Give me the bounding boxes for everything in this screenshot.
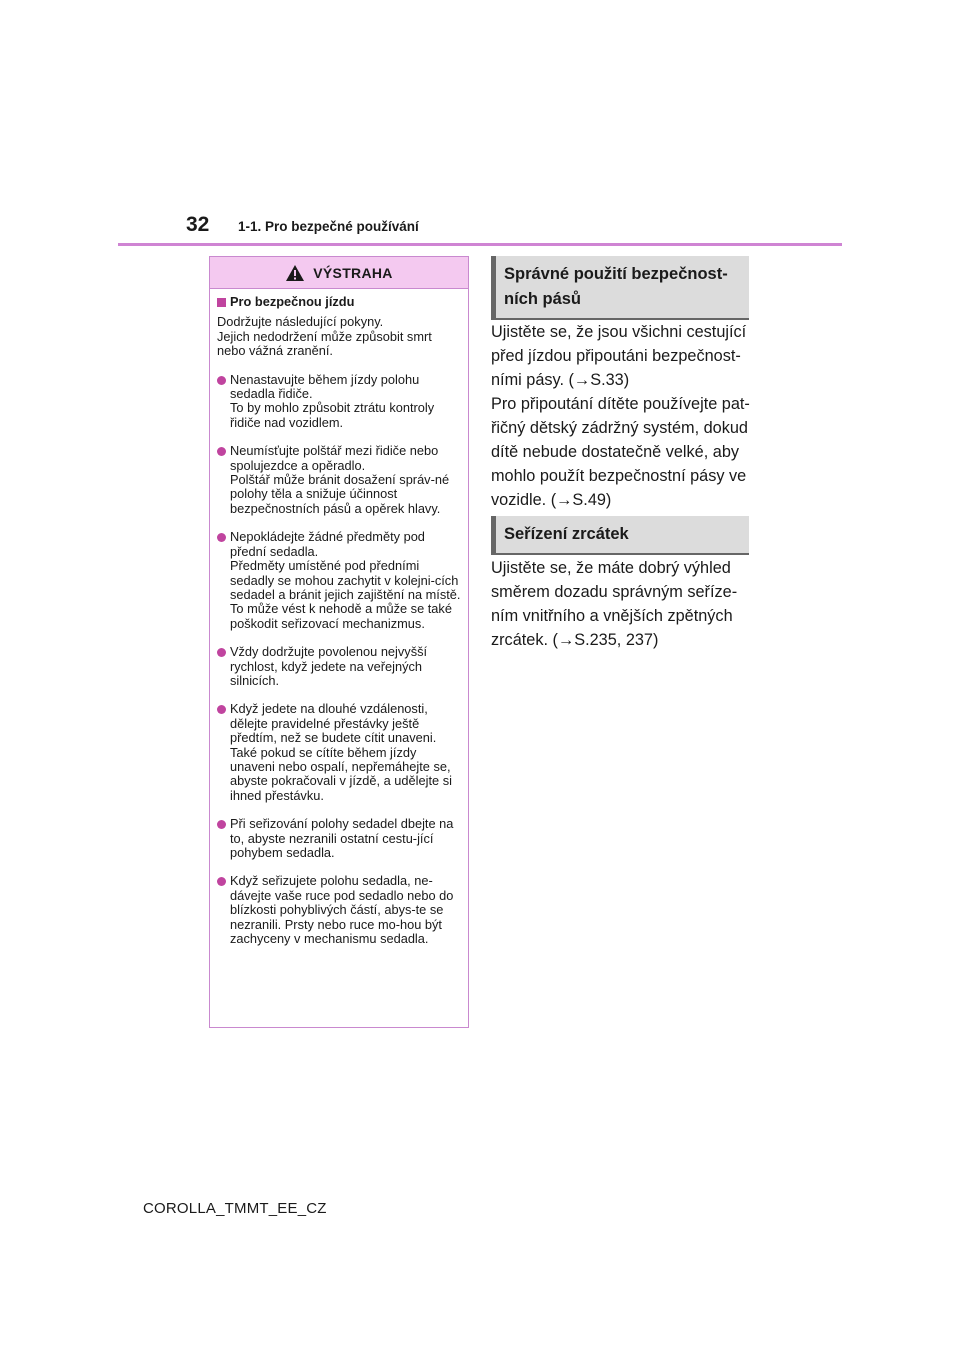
seatbelt-section-heading: Správné použití bezpečnost- ních pásů bbox=[491, 256, 749, 320]
document-code: COROLLA_TMMT_EE_CZ bbox=[143, 1200, 327, 1217]
bullet-dot-icon bbox=[217, 533, 226, 542]
warning-item bbox=[217, 444, 462, 516]
warning-item-text: Když seřizujete polohu sedadla, ne-dávejte vaše ruce pod sedadlo nebo do blízkosti pohyblivých částí, abys-te se nezranili. Prsty nebo ruce mo-hou být zachyceny v mechanismu sedadla. bbox=[230, 873, 454, 947]
page-number: 32 bbox=[186, 213, 210, 236]
bullet-dot-icon bbox=[217, 648, 226, 657]
header-divider bbox=[118, 243, 842, 246]
bullet-dot-icon bbox=[217, 376, 226, 385]
square-bullet-icon bbox=[217, 298, 226, 307]
bullet-dot-icon bbox=[217, 447, 226, 456]
bullet-dot-icon bbox=[217, 877, 226, 886]
warning-item-text: Nepokládejte žádné předměty pod přední sedadla. Předměty umístěné pod předními sedadly se mohou zachytit v kolejni-cích sedadel a bránit jejich zajištění na místě. To může vést k nehodě a může se také poškodit seřizovací mechanizmus. bbox=[230, 529, 461, 631]
bullet-dot-icon bbox=[217, 820, 226, 829]
warning-header bbox=[210, 257, 468, 289]
bullet-dot-icon bbox=[217, 705, 226, 714]
warning-item bbox=[217, 817, 462, 860]
warning-item bbox=[217, 530, 462, 631]
warning-item bbox=[217, 373, 462, 431]
warning-subheading bbox=[217, 295, 462, 309]
warning-item bbox=[217, 874, 462, 946]
mirror-section-heading: Seřízení zrcátek bbox=[491, 516, 749, 555]
warning-title: VÝSTRAHA bbox=[313, 264, 393, 281]
warning-triangle-icon bbox=[285, 264, 305, 282]
mirror-section-text: Ujistěte se, že máte dobrý výhled směrem dozadu správným seříze-ním vnitřního a vnějších zpětných zrcátek. (→S.235, 237) bbox=[491, 559, 738, 649]
warning-box bbox=[209, 256, 469, 1028]
warning-item-text: Když jedete na dlouhé vzdálenosti, dělejte pravidelné přestávky ještě předtím, než se budete cítit unaveni. Také pokud se cítíte během jízdy unaveni nebo ospalí, nepřemáhejte se, abyste pokračovali v jízdě, a udělejte si ihned přestávku. bbox=[230, 701, 452, 803]
warning-item bbox=[217, 702, 462, 803]
warning-item-text: Vždy dodržujte povolenou nejvyšší rychlost, když jedete na veřejných silnicích. bbox=[230, 644, 428, 688]
warning-item-text: Neumísťujte polštář mezi řidiče nebo spolujezdce a opěradlo. Polštář může bránit dosažení správ-né polohy těla a snižuje účinnost bezpečnostních pásů a opěrek hlavy. bbox=[230, 443, 450, 516]
warning-intro: Dodržujte následující pokyny. Jejich nedodržení může způsobit smrt nebo vážná zranění. bbox=[217, 314, 432, 359]
warning-item-text: Nenastavujte během jízdy polohu sedadla řidiče. To by mohlo způsobit ztrátu kontroly řidiče nad vozidlem. bbox=[230, 371, 435, 430]
warning-body bbox=[210, 289, 468, 946]
seatbelt-section-text: Ujistěte se, že jsou všichni cestující před jízdou připoutáni bezpečnost-ními pásy. (→S.33) Pro připoutání dítěte používejte pat-řičný dětský zádržný systém, dokud dítě nebude dostatečně velké, aby mohlo použít bezpečnostní pásy ve vozidle. (→S.49) bbox=[491, 323, 750, 509]
warning-item bbox=[217, 645, 462, 688]
section-title: 1-1. Pro bezpečné používání bbox=[238, 219, 419, 234]
warning-subheading-text: Pro bezpečnou jízdu bbox=[230, 294, 355, 309]
warning-item-text: Při seřizování polohy sedadel dbejte na to, abyste nezranili ostatní cestu-jící pohybem sedadla. bbox=[230, 816, 454, 860]
